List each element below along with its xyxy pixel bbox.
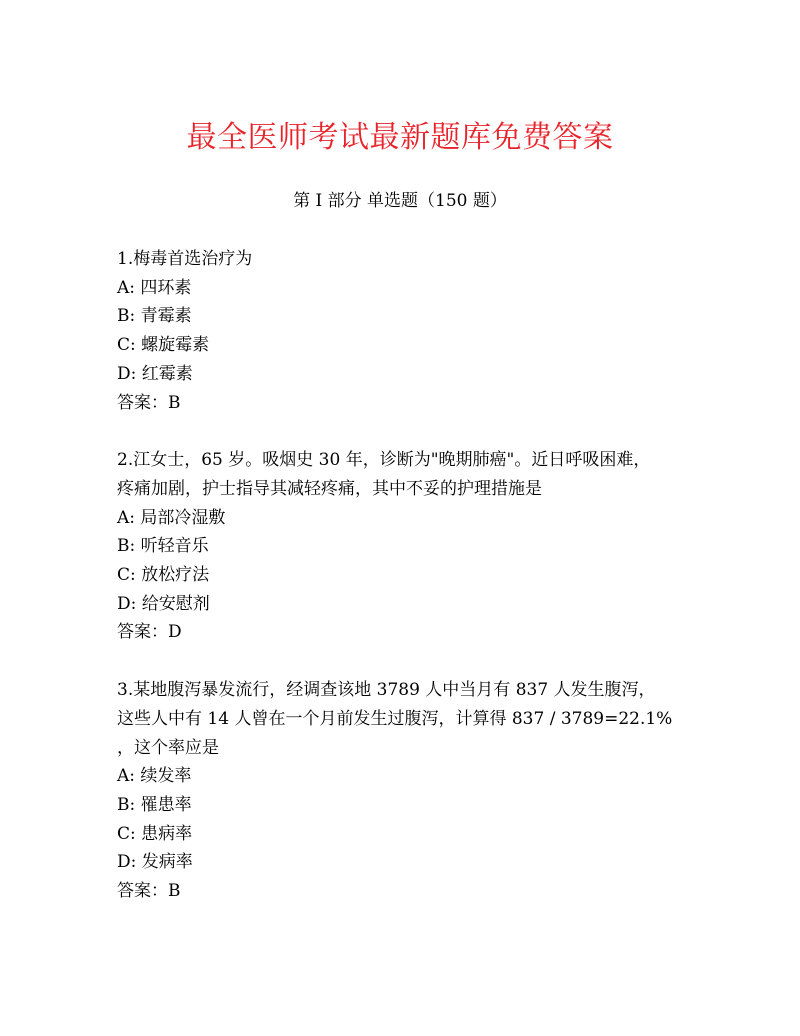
option-b: B: 罹患率: [117, 794, 192, 815]
answer-line: 答案：B: [117, 392, 181, 413]
option-d: D: 发病率: [117, 852, 193, 873]
question-stem-line: 疼痛加剧，护士指导其减轻疼痛，其中不妥的护理措施是: [117, 478, 542, 499]
question-stem-line: ，这个率应是: [117, 737, 219, 758]
question-stem-line: 2.江女士，65 岁。吸烟史 30 年，诊断为"晚期肺癌"。近日呼吸困难，: [117, 450, 651, 471]
question-stem-line: 这些人中有 14 人曾在一个月前发生过腹泻，计算得 837 / 3789=22.1%: [117, 708, 673, 729]
option-c: C: 患病率: [117, 823, 193, 844]
question-stem-line: 3.某地腹泻暴发流行，经调查该地 3789 人中当月有 837 人发生腹泻，: [117, 680, 656, 701]
answer-line: 答案：B: [117, 881, 181, 902]
question-stem-line: 1.梅毒首选治疗为: [117, 249, 253, 269]
option-a: A: 续发率: [117, 766, 192, 787]
option-d: D: 给安慰剂: [117, 593, 210, 614]
option-c: C: 放松疗法: [117, 565, 210, 586]
option-c: C: 螺旋霉素: [117, 335, 210, 356]
option-d: D: 红霉素: [117, 363, 193, 384]
option-b: B: 听轻音乐: [117, 536, 209, 557]
option-a: A: 四环素: [117, 277, 192, 298]
question-3: [117, 676, 687, 906]
question-2: [117, 446, 687, 647]
question-list: [117, 245, 687, 935]
question-1: [117, 245, 687, 417]
section-heading: 第 I 部分 单选题（150 题）: [293, 191, 507, 211]
option-a: A: 局部冷湿敷: [117, 507, 226, 528]
page-title: 最全医师考试最新题库免费答案: [186, 120, 614, 155]
option-b: B: 青霉素: [117, 306, 192, 327]
answer-line: 答案：D: [117, 622, 182, 643]
